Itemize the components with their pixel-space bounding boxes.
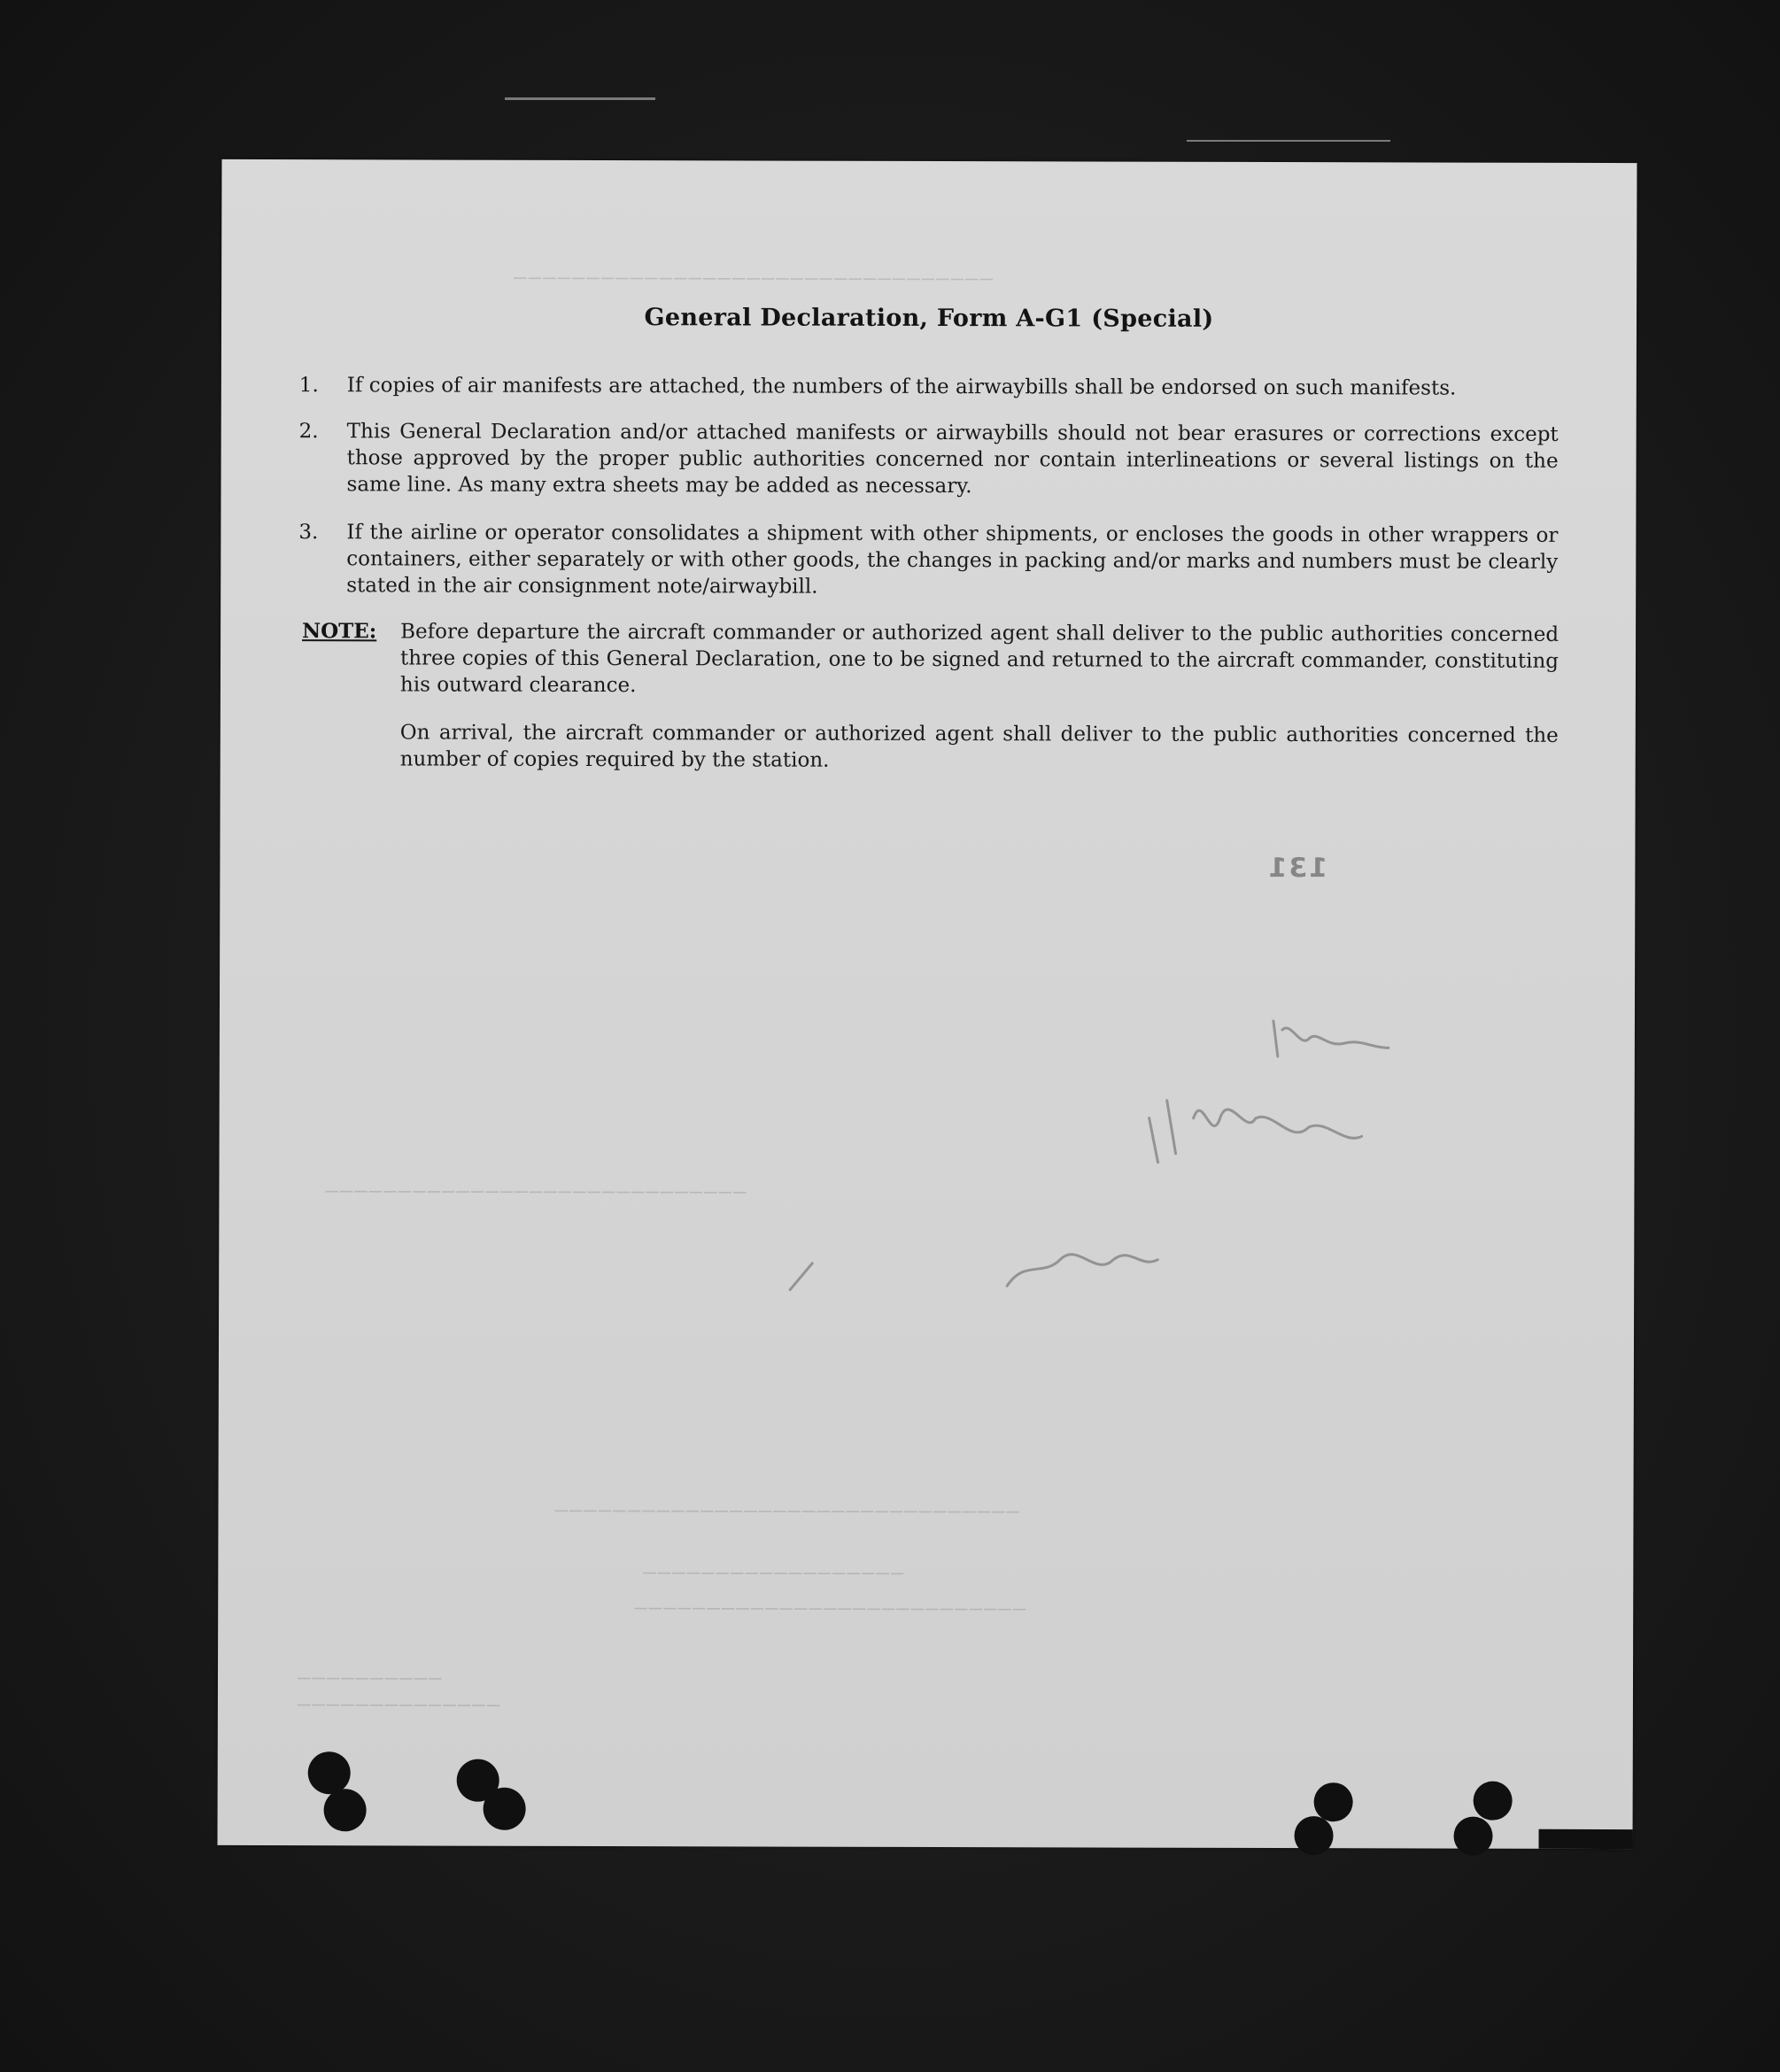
- punch-hole: [1453, 1817, 1492, 1856]
- instruction-item-1: [298, 372, 1559, 400]
- bleed-through-text: ‒‒‒‒‒‒‒‒‒‒‒‒‒‒‒‒‒‒‒‒‒‒‒‒‒‒‒‒‒‒‒‒‒: [514, 264, 995, 291]
- signature-bleed-through: [786, 1259, 821, 1295]
- punch-hole: [1314, 1782, 1353, 1821]
- note-paragraph-1: Before departure the aircraft commander or authorized agent shall deliver to the public authorities concerned three copies of this General Declaration, one to be signed and returned to the aircraft commander, constituting his outward clearance.: [399, 620, 1559, 698]
- note-paragraph-2: On arrival, the aircraft commander or authorized agent shall deliver to the public authorities concerned the number of copies required by the station.: [399, 721, 1559, 772]
- scan-edge-mark: [505, 97, 655, 100]
- bleed-through-text: ‒‒‒‒‒‒‒‒‒‒‒‒‒‒: [297, 1691, 502, 1717]
- item-text: If copies of air manifests are attached, the numbers of the airwaybills shall be endorsed on such manifests.: [346, 374, 1457, 400]
- punch-hole: [308, 1751, 351, 1794]
- bleed-through-text: ‒‒‒‒‒‒‒‒‒‒‒‒‒‒‒‒‒‒‒‒‒‒‒‒‒‒‒: [634, 1595, 1028, 1621]
- punch-hole: [484, 1788, 526, 1830]
- item-text: This General Declaration and/or attached manifests or airwaybills should not bear erasures or corrections except those approved by the proper public authorities concerned nor contain interlineations or several listings on the same line. As many extra sheets may be added as necessary.: [346, 420, 1559, 499]
- bleed-through-text: ‒‒‒‒‒‒‒‒‒‒: [297, 1665, 444, 1690]
- bleed-through-text: ‒‒‒‒‒‒‒‒‒‒‒‒‒‒‒‒‒‒‒‒‒‒‒‒‒‒‒‒‒: [325, 1178, 748, 1204]
- punch-hole: [1474, 1782, 1513, 1821]
- punch-hole: [324, 1789, 367, 1831]
- item-number: 3.: [298, 521, 319, 545]
- scan-edge-mark: [1187, 140, 1390, 142]
- signature-bleed-through: [989, 993, 1397, 1313]
- instruction-item-3: [298, 519, 1559, 599]
- item-number: 1.: [298, 374, 319, 398]
- form-title: General Declaration, Form A-G1 (Special): [644, 304, 1214, 333]
- punch-hole: [1294, 1816, 1333, 1855]
- page-corner-shadow: [1539, 1829, 1633, 1849]
- item-number: 2.: [298, 420, 319, 444]
- document-page: [218, 159, 1637, 1849]
- item-text: If the airline or operator consolidates a shipment with other shipments, or encloses the goods in other wrappers or containers, either separately or with other goods, the changes in packing and/or marks and numbers must be clearly stated in the air consignment note/airwaybill.: [346, 521, 1559, 599]
- bleed-through-text: ‒‒‒‒‒‒‒‒‒‒‒‒‒‒‒‒‒‒‒‒‒‒‒‒‒‒‒‒‒‒‒‒: [554, 1496, 1021, 1524]
- note-label: NOTE:: [302, 619, 377, 644]
- instruction-item-2: [298, 418, 1559, 499]
- stamp-number-bleed: 131: [1266, 853, 1328, 885]
- bleed-through-text: ‒‒‒‒‒‒‒‒‒‒‒‒‒‒‒‒‒‒: [643, 1559, 906, 1585]
